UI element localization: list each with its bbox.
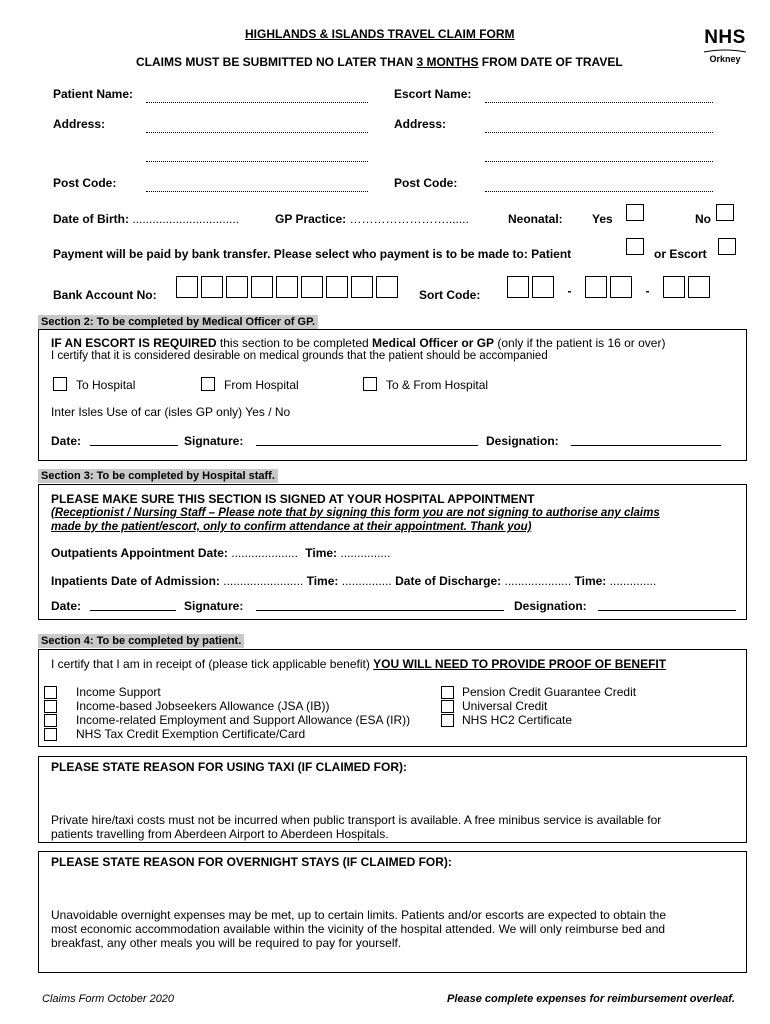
escort-address-label: Address: [394,117,447,131]
neonatal-yes-label: Yes [592,212,613,226]
s2-signature-field[interactable] [256,436,478,446]
sort-code-boxes [507,276,710,298]
bank-account-label: Bank Account No: [53,288,157,302]
sort-separator: - [567,284,572,298]
patient-name-label: Patient Name: [53,87,134,101]
escort-postcode-label: Post Code: [394,176,458,190]
admission-date-field[interactable]: ........................ [223,574,304,588]
footer-right: Please complete expenses for reimbursement overleaf. [447,993,735,1005]
gp-field[interactable]: ……………………....... [349,212,469,226]
benefit-item [44,699,410,713]
outpatients-label: Outpatients Appointment Date: [51,546,228,560]
section4-header: Section 4: To be completed by patient. [38,634,244,648]
s3-signature-label: Signature: [184,599,244,613]
s3-designation-field[interactable] [598,601,736,611]
neonatal-no-checkbox[interactable] [716,204,734,221]
s2-designation-label: Designation: [486,434,559,448]
patient-postcode-label: Post Code: [53,176,117,190]
benefit-checkbox[interactable] [44,728,57,741]
escort-name-label: Escort Name: [394,87,472,101]
footer-left: Claims Form October 2020 [42,993,175,1005]
escort-required-b2: Medical Officer or GP [372,336,495,350]
benefit-checkbox[interactable] [441,686,454,699]
benefit-checkbox[interactable] [44,700,57,713]
form-title: HIGHLANDS & ISLANDS TRAVEL CLAIM FORM [245,27,515,41]
escort-name-field[interactable] [485,93,713,103]
benefit-checkbox[interactable] [441,700,454,713]
from-hospital-label: From Hospital [224,378,299,392]
admission-time-label: Time: [306,574,339,588]
to-hospital-checkbox[interactable] [53,377,67,391]
benefit-label: Income-based Jobseekers Allowance (JSA (IB)) [76,699,330,713]
outpatients-time-field[interactable]: ............... [340,546,391,560]
overnight-title: PLEASE STATE REASON FOR OVERNIGHT STAYS (IF CLAIMED FOR): [51,855,452,869]
deadline-emph: 3 MONTHS [416,55,479,69]
s3-signature-field[interactable] [256,601,504,611]
section3-header: Section 3: To be completed by Hospital staff. [38,469,278,483]
neonatal-no-label: No [695,212,711,226]
sort-digit-box[interactable] [663,276,685,298]
neonatal-label: Neonatal: [508,212,563,226]
discharge-time-field[interactable]: .............. [609,574,657,588]
bank-digit-box[interactable] [251,276,273,298]
section4-certify-text: I certify that I am in receipt of (please tick applicable benefit) [51,657,374,671]
to-from-hospital-checkbox[interactable] [363,377,377,391]
overnight-note-line3: breakfast, any other meals you will be required to pay for yourself. [51,936,402,950]
escort-postcode-field[interactable] [485,182,713,192]
benefit-item [44,685,410,699]
benefit-label: Income-related Employment and Support Allowance (ESA (IR)) [76,713,411,727]
benefit-item [441,685,636,699]
outpatients-date-field[interactable]: .................... [231,546,298,560]
sort-digit-box[interactable] [532,276,554,298]
bank-digit-box[interactable] [301,276,323,298]
taxi-note-line1: Private hire/taxi costs must not be incurred when public transport is available. A free minibus service is available for [51,813,662,827]
section3-note-line2: made by the patient/escort, only to confirm attendance at their appointment. Thank you) [51,521,532,533]
discharge-date-field[interactable]: .................... [504,574,572,588]
benefit-label: Income Support [76,685,161,699]
dob-label: Date of Birth: [53,212,129,226]
to-from-hospital-label: To & From Hospital [386,378,489,392]
escort-required-t2: (only if the patient is 16 or over) [494,336,666,350]
benefit-label: NHS Tax Credit Exemption Certificate/Card [76,727,306,741]
overnight-note-line1: Unavoidable overnight expenses may be met, up to certain limits. Patients and/or escorts are expected to obtain the [51,908,667,922]
s2-signature-label: Signature: [184,434,244,448]
benefit-item [441,713,636,727]
sort-code-label: Sort Code: [419,288,481,302]
bank-digit-box[interactable] [326,276,348,298]
benefits-right-list [441,685,636,727]
patient-address-field-2[interactable] [146,152,368,162]
gp-row [275,212,469,226]
dob-field[interactable]: ................................ [132,212,240,226]
payee-escort-label: or Escort [654,247,707,261]
escort-address-field-2[interactable] [485,152,713,162]
escort-address-field-1[interactable] [485,123,713,133]
admission-time-field[interactable]: ............... [341,574,392,588]
nhs-logo [700,28,750,64]
s2-designation-field[interactable] [571,436,721,446]
section4-proof: YOU WILL NEED TO PROVIDE PROOF OF BENEFIT [373,657,667,671]
neonatal-yes-checkbox[interactable] [626,204,644,221]
bank-digit-box[interactable] [351,276,373,298]
discharge-time-label: Time: [574,574,607,588]
benefit-checkbox[interactable] [44,714,57,727]
benefit-label: NHS HC2 Certificate [462,713,573,727]
taxi-reason-field[interactable] [46,776,741,810]
inpatients-label: Inpatients Date of Admission: [51,574,220,588]
benefit-item [44,727,410,741]
bank-digit-box[interactable] [176,276,198,298]
deadline-post: FROM DATE OF TRAVEL [478,55,623,69]
deadline-notice [136,55,623,69]
inpatients-row [51,574,656,588]
bank-digit-box[interactable] [376,276,398,298]
patient-address-field-1[interactable] [146,123,368,133]
patient-address-label: Address: [53,117,106,131]
s2-date-label: Date: [51,434,82,448]
sort-digit-box[interactable] [688,276,710,298]
logo-main: NHS [704,27,746,48]
patient-postcode-field[interactable] [146,182,368,192]
bank-digit-box[interactable] [276,276,298,298]
overnight-reason-field[interactable] [46,871,741,905]
dob-row [53,212,239,226]
outpatients-row [51,546,390,560]
s3-designation-label: Designation: [514,599,587,613]
gp-label: GP Practice: [275,212,347,226]
taxi-title: PLEASE STATE REASON FOR USING TAXI (IF CLAIMED FOR): [51,760,407,774]
benefit-checkbox[interactable] [44,686,57,699]
s2-date-field[interactable] [90,436,178,446]
benefit-label: Universal Credit [462,699,548,713]
discharge-label: Date of Discharge: [395,574,502,588]
sort-separator: - [645,284,650,298]
inter-isles-text: Inter Isles Use of car (isles GP only) Yes / No [51,405,291,419]
s3-date-label: Date: [51,599,82,613]
benefit-item [441,699,636,713]
overnight-note-line2: most economic accommodation available within the vicinity of the hospital attended. We will only reimburse bed and [51,922,666,936]
payee-patient-checkbox[interactable] [626,238,644,255]
benefit-label: Pension Credit Guarantee Credit [462,685,637,699]
benefit-checkbox[interactable] [441,714,454,727]
escort-required-b1: IF AN ESCORT IS REQUIRED [51,336,217,350]
deadline-pre: CLAIMS MUST BE SUBMITTED NO LATER THAN [136,55,417,69]
section2-escort-required [51,336,665,350]
s3-date-field[interactable] [90,601,176,611]
payment-text: Payment will be paid by bank transfer. Please select who payment is to be made to: Patient [53,247,572,261]
payee-escort-checkbox[interactable] [718,238,736,255]
from-hospital-checkbox[interactable] [201,377,215,391]
outpatients-time-label: Time: [305,546,338,560]
sort-digit-box[interactable] [507,276,529,298]
escort-required-t1: this section to be completed [216,336,372,350]
benefit-item [44,713,410,727]
section2-header: Section 2: To be completed by Medical Officer of GP. [38,315,318,329]
to-hospital-label: To Hospital [76,378,136,392]
patient-name-field[interactable] [146,93,368,103]
benefits-left-list [44,685,410,741]
bank-account-boxes [176,276,398,298]
section3-note-line1: (Receptionist / Nursing Staff – Please note that by signing this form you are not signing to authorise any claims [51,507,660,519]
sort-digit-box[interactable] [610,276,632,298]
section2-certify: I certify that it is considered desirable on medical grounds that the patient should be accompanied [51,350,548,362]
logo-sub: Orkney [709,54,741,64]
bank-digit-box[interactable] [201,276,223,298]
section4-certify [51,657,666,671]
bank-digit-box[interactable] [226,276,248,298]
taxi-note-line2: patients travelling from Aberdeen Airport to Aberdeen Hospitals. [51,827,389,841]
section3-sign-notice: PLEASE MAKE SURE THIS SECTION IS SIGNED AT YOUR HOSPITAL APPOINTMENT [51,492,535,506]
sort-digit-box[interactable] [585,276,607,298]
